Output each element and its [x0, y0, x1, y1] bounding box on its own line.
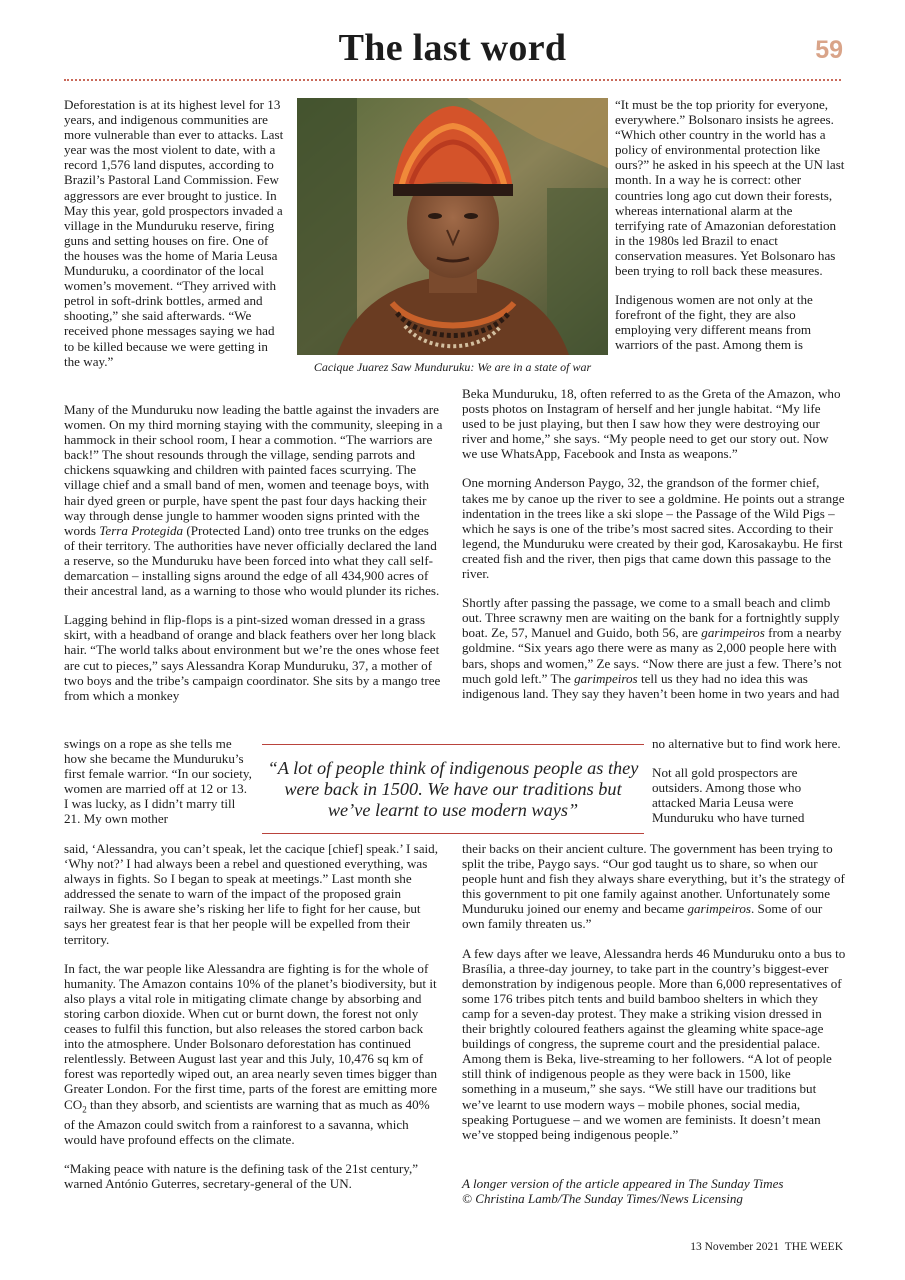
article-paragraph: Beka Munduruku, 18, often referred to as the Greta of the Amazon, who posts photos on Instagram of herself and her jungle habitat. “My life used to be just playing, but then I saw how they were destroying our river and home,” she says. “My people need to get our story out. Now we use WhatsApp, Facebook and Insta as weapons.” [462, 386, 841, 462]
article-column-left [64, 402, 443, 703]
article-paragraph: Deforestation is at its highest level for 13 years, and indigenous communities are more vulnerable than ever to attacks. Last year was the most violent to date, with a record 1,576 land disputes, according to Brazil’s Pastoral Land Commission. Few aggressors are ever brought to justice. In May this year, gold prospectors invaded a village in the Munduruku reserve, firing guns and setting houses on fire. One of the houses was the home of Maria Leusa Munduruku, a coordinator of the local women’s movement. “They arrived with petrol in soft-drink bottles, armed and shooting,” she said afterwards. “We received phone messages saying we had to be killed because we were getting in the way.” [64, 97, 284, 369]
photo-caption: Cacique Juarez Saw Munduruku: We are in a state of war [313, 360, 592, 374]
credit-line: © Christina Lamb/The Sunday Times/News Licensing [462, 1191, 743, 1207]
article-column-right [462, 386, 847, 701]
credit-line: A longer version of the article appeared in The Sunday Times [462, 1176, 784, 1191]
footer-date: 13 November 2021 [690, 1241, 780, 1253]
article-column-left-top [64, 97, 285, 383]
article-column-right-narrow [652, 736, 847, 825]
article-paragraph: One morning Anderson Paygo, 32, the grandson of the former chief, takes me by canoe up the river to see a goldmine. He points out a strange indentation in the trees like a ski slope – the Passage of the Wild Pigs – which he says is one of the tribe’s most sacred sites. According to their legend, the Munduruku were created by their god, Karosakaybu. He first created fish and the river, then pigs that came down this passage to the river. [462, 475, 845, 582]
article-paragraph: Indigenous women are not only at the forefront of the fight, they are also employing very different means from warriors of the past. Among them is [615, 292, 813, 353]
article-credit [462, 1176, 847, 1206]
article-paragraph: swings on a rope as she tells me how she became the Munduruku’s first female warrior. “In our society, women are married off at 12 or 13. I was lucky, as I didn’t marry till 21. My own mother [64, 736, 252, 827]
article-paragraph: Shortly after passing the passage, we come to a small beach and climb out. Three scrawny men are waiting on the bank for a fortnightly supply boat. Ze, 57, Manuel and Guido, both 56, are garimpeiros from a nearby goldmine. “Six years ago there were as many as 2,000 people here with bars, shops and women,” Ze says. “Now there are just a few. There’s not much gold left.” The garimpeiros tell us they had no idea this was indigenous land. They say they haven’t been home in two years and had [462, 595, 842, 701]
page-number: 59 [815, 36, 843, 64]
portrait-illustration [297, 98, 608, 355]
article-paragraph: Not all gold prospectors are outsiders. Among those who attacked Maria Leusa were Munduruku who have turned [652, 765, 805, 826]
header-divider [64, 79, 841, 81]
article-column-right-lower [462, 841, 847, 1156]
page-title: The last word [338, 27, 567, 69]
portrait-photo [297, 98, 608, 355]
article-paragraph: “Making peace with nature is the defining task of the 21st century,” warned António Guterres, secretary-general of the UN. [64, 1161, 419, 1192]
article-paragraph: no alternative but to find work here. [652, 736, 841, 751]
article-paragraph: said, ‘Alessandra, you can’t speak, let the cacique [chief] speak.’ I said, ‘Why not?’ I had always been a rebel and questioned everything, was always in fights. So I began to speak at meetings.” Last month she addressed the senate to warn of the impact of the proposed grain railway. She is aware she’s risking her life to fight for her cause, but says her greatest fear is that her people will be expelled from their territory. [64, 841, 438, 947]
article-paragraph: Many of the Munduruku now leading the battle against the invaders are women. On my third morning staying with the community, sleeping in a hammock in their school room, I hear a commotion. “The warriors are back!” The shout resounds through the village, sending parrots and chickens squawking and children with painted faces scurrying. The village chief and a small band of men, women and teenage boys, with hair dyed green or purple, have spent the past four days hacking their way through dense jungle to hammer wooden signs printed with the words Terra Protegida (Protected Land) onto tree trunks on the edges of their territory. The authorities have never officially declared the land a reserve, so the Munduruku have been forced into what they call self-demarcation – installing signs around the edge of all 434,900 acres of their ancestral land, as a warning to those who would plunder its riches. [64, 402, 443, 599]
article-paragraph: “It must be the top priority for everyone, everywhere.” Bolsonaro insists he agrees. “Which other country in the world has a policy of environmental protection like ours?” he asked in his speech at the UN last month. In a way he is correct: other countries long ago cut down their forests, whereas international alarm at the terrifying rate of Amazonian deforestation in the 1980s led Brazil to enact conservation measures. Yet Bolsonaro has been trying to roll back these measures. [615, 97, 845, 279]
article-column-left-narrow [64, 736, 254, 827]
article-paragraph: A few days after we leave, Alessandra herds 46 Munduruku onto a bus to Brasília, a three-day journey, to take part in the country’s biggest-ever demonstration by indigenous people. More than 6,000 representatives of some 176 tribes pitch tents and build bamboo shelters in which they camp for a seven-day protest. They make a striking vision dressed in their brightly coloured feathers against the gleaming white space-age buildings of congress, the supreme court and the presidential palace. Among them is Beka, live-streaming to her followers. “A lot of people still think of indigenous people as they were back in 1500, like something in a museum,” she says. “We still have our traditions but we’ve learnt to use modern ways – mobile phones, social media, speaking Portuguese – and we women are feminists. It doesn’t mean we’ve stopped being indigenous people.” [462, 945, 846, 1142]
article-column-right-top [615, 97, 845, 367]
article-column-left-lower [64, 841, 443, 1206]
article-paragraph: In fact, the war people like Alessandra are fighting is for the whole of humanity. The Amazon contains 10% of the planet’s biodiversity, but it also plays a vital role in mitigating climate change by absorbing and storing carbon dioxide. When cut or burnt down, the forest not only ceases to fulfil this function, but also releases the stored carbon back into the atmosphere. Under Bolsonaro deforestation has continued relentlessly. Between August last year and this July, 10,476 sq km of forest was reportedly wiped out, an area nearly seven times bigger than Greater London. For the first time, parts of the forest are emitting more $CO_2$ than they absorb, and scientists are warning that as much as 40% of the Amazon could switch from a rainforest to a savanna, which would have profound effects on the climate. [64, 960, 438, 1148]
footer-publication: THE WEEK [784, 1241, 843, 1253]
article-paragraph: Lagging behind in flip-flops is a pint-sized woman dressed in a grass skirt, with a headband of orange and black feathers over her long black hair. “The world talks about environment but we’re the ones whose feet are cut to pieces,” says Alessandra Korap Munduruku, 37, a mother of two boys and the tribe’s campaign coordinator. She sits by a mango tree from which a monkey [64, 612, 441, 703]
pull-quote-text: “A lot of people think of indigenous people as they were back in 1500. We have our traditions but we’ve learnt to use modern ways” [267, 757, 639, 820]
article-paragraph: their backs on their ancient culture. The government has been trying to split the tribe, Paygo says. “Our god taught us to share, so when our people hunt and fish they always share everything, but it’s the strategy of this government to pit one family against another. Unfortunately some Munduruku joined our enemy and became garimpeiros. Some of our own family threaten us.” [462, 841, 845, 932]
page-footer [690, 1241, 843, 1253]
pull-quote [262, 744, 644, 834]
